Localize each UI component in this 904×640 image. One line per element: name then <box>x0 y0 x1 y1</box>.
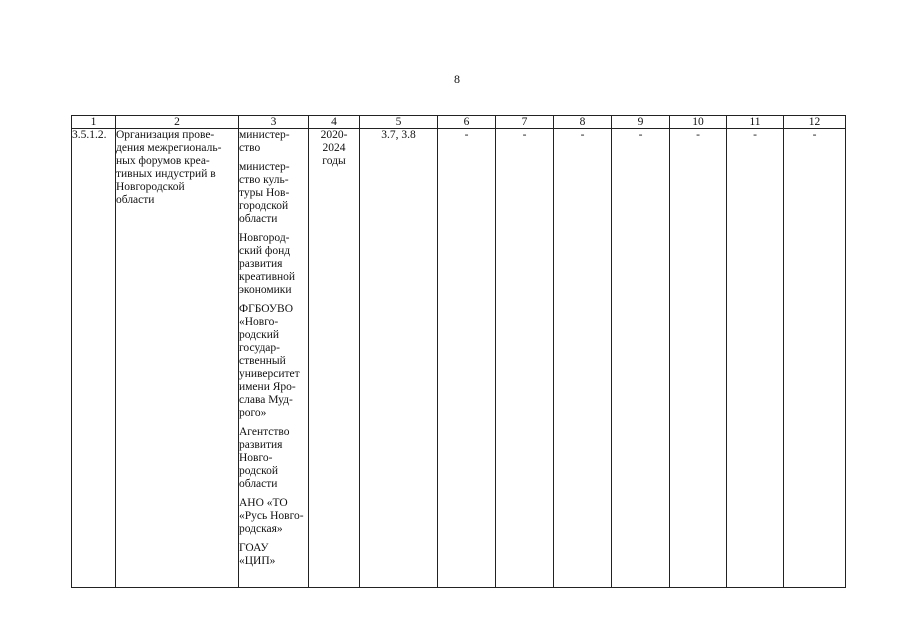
column-header: 8 <box>554 116 612 129</box>
column-header: 9 <box>612 116 670 129</box>
value-cell: - <box>670 129 727 588</box>
activities-table <box>71 115 846 588</box>
column-header: 4 <box>309 116 360 129</box>
executor: ГОАУ «ЦИП» <box>239 542 276 567</box>
item-number: 3.5.1.2. <box>72 129 116 588</box>
executor: министер- ство <box>239 129 290 154</box>
column-header: 7 <box>496 116 554 129</box>
value-cell: - <box>727 129 784 588</box>
page-number: 8 <box>454 72 460 86</box>
executor: министер- ство куль- туры Нов- городской области <box>239 161 290 225</box>
item-name: Организация прове- дения межрегиональ- ных форумов креа- тивных индустрий в Новгородской области <box>116 129 239 588</box>
years-cell: 2020- 2024 годы <box>309 129 360 588</box>
executor: АНО «ТО «Русь Новго- родская» <box>239 497 304 535</box>
executors-cell <box>239 129 309 588</box>
executor: ФГБОУВО «Новго- родский государ- ственный университет имени Яро- слава Муд- рого» <box>239 303 300 419</box>
column-header: 2 <box>116 116 239 129</box>
value-cell: - <box>612 129 670 588</box>
column-header: 11 <box>727 116 784 129</box>
value-cell: - <box>438 129 496 588</box>
value-cell: - <box>496 129 554 588</box>
executor: Новгород- ский фонд развития креативной экономики <box>239 232 296 296</box>
header-row <box>72 116 846 129</box>
column-header: 3 <box>239 116 309 129</box>
column-header: 6 <box>438 116 496 129</box>
column-header: 1 <box>72 116 116 129</box>
column-header: 10 <box>670 116 727 129</box>
indicators-cell: 3.7, 3.8 <box>360 129 438 588</box>
column-header: 5 <box>360 116 438 129</box>
value-cell: - <box>784 129 846 588</box>
table-row <box>72 129 846 588</box>
column-header: 12 <box>784 116 846 129</box>
executor: Агентство развития Новго- родской области <box>239 426 290 490</box>
value-cell: - <box>554 129 612 588</box>
